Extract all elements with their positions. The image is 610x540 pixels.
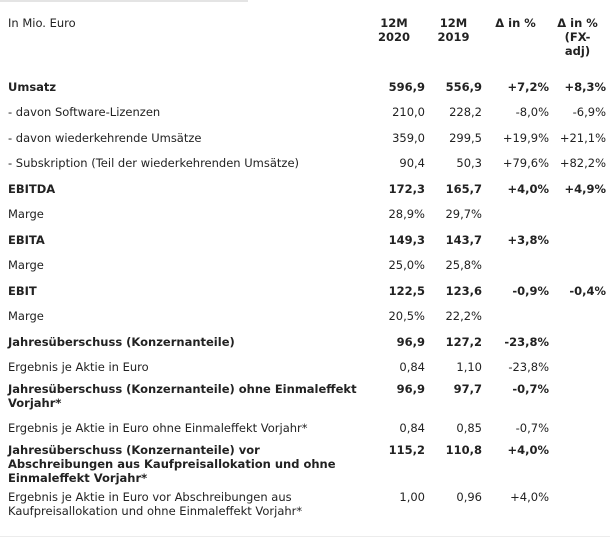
value-delta-fx <box>549 441 606 488</box>
header-delta: Δ in % <box>495 16 536 30</box>
value-delta <box>482 253 549 279</box>
value-2019: 25,8% <box>445 258 482 273</box>
table-row <box>8 355 606 381</box>
value-delta-fx: +4,9% <box>564 181 606 196</box>
value-2020: 96,9 <box>396 382 425 396</box>
row-label: Jahresüberschuss (Konzernanteile) ohne Einmaleffekt Vorjahr* <box>8 382 357 410</box>
row-label: Marge <box>8 258 44 273</box>
row-label: Marge <box>8 207 44 222</box>
value-2019: 50,3 <box>456 156 482 171</box>
value-2020: 20,5% <box>388 309 425 324</box>
value-2019: 1,10 <box>456 360 482 375</box>
value-delta <box>482 304 549 330</box>
row-label: Jahresüberschuss (Konzernanteile) <box>8 334 235 349</box>
row-label: EBITA <box>8 232 45 247</box>
value-2020: 115,2 <box>388 442 425 457</box>
value-2020: 359,0 <box>392 130 425 145</box>
value-2020: 122,5 <box>388 283 425 298</box>
table-row <box>8 488 606 523</box>
row-label: Marge <box>8 309 44 324</box>
value-delta: +19,9% <box>502 130 549 145</box>
value-delta-fx: +82,2% <box>559 156 606 171</box>
value-2020: 25,0% <box>388 258 425 273</box>
financial-table <box>8 14 606 523</box>
table-row <box>8 278 606 304</box>
table-row <box>8 304 606 330</box>
value-delta-fx <box>549 355 606 381</box>
value-2020: 596,9 <box>388 79 425 94</box>
row-label: Ergebnis je Aktie in Euro ohne Einmaleffekt Vorjahr* <box>8 420 308 435</box>
value-2019: 0,96 <box>456 489 482 504</box>
table-row <box>8 253 606 279</box>
header-12m-2019: 12M 2019 <box>437 16 470 44</box>
value-2020: 28,9% <box>388 207 425 222</box>
value-delta: +4,0% <box>510 489 549 504</box>
value-delta-fx <box>549 329 606 355</box>
header-row <box>8 14 606 74</box>
row-label: - davon wiederkehrende Umsätze <box>8 130 202 145</box>
value-2019: 228,2 <box>449 105 482 120</box>
bottom-divider <box>0 536 610 537</box>
table-row <box>8 151 606 177</box>
value-2019: 97,7 <box>453 382 482 396</box>
value-delta: +79,6% <box>502 156 549 171</box>
row-label: - Subskription (Teil der wiederkehrenden Umsätze) <box>8 156 300 171</box>
value-2019: 29,7% <box>445 207 482 222</box>
header-12m-2020: 12M 2020 <box>377 16 410 44</box>
table-row <box>8 380 606 415</box>
table-row <box>8 415 606 441</box>
value-2020: 210,0 <box>392 105 425 120</box>
value-delta-fx <box>549 380 606 415</box>
value-2019: 22,2% <box>445 309 482 324</box>
value-delta-fx <box>549 253 606 279</box>
value-delta: +4,0% <box>507 181 549 196</box>
value-delta-fx <box>549 304 606 330</box>
value-delta: +7,2% <box>507 79 549 94</box>
value-delta-fx <box>549 202 606 228</box>
value-delta-fx: -0,4% <box>569 283 606 298</box>
value-2020: 149,3 <box>388 232 425 247</box>
value-delta: -23,8% <box>508 360 549 375</box>
table-row <box>8 441 606 488</box>
value-delta: +3,8% <box>507 232 549 247</box>
value-delta: -8,0% <box>515 105 549 120</box>
value-delta: +4,0% <box>507 442 549 457</box>
value-delta-fx <box>549 227 606 253</box>
value-delta-fx: +8,3% <box>564 79 606 94</box>
table-row <box>8 125 606 151</box>
value-2019: 110,8 <box>445 442 482 457</box>
value-delta-fx <box>549 415 606 441</box>
value-delta <box>482 202 549 228</box>
value-2019: 165,7 <box>445 181 482 196</box>
value-2019: 556,9 <box>445 79 482 94</box>
value-2019: 123,6 <box>445 283 482 298</box>
value-2020: 0,84 <box>399 360 425 375</box>
value-2019: 127,2 <box>445 334 482 349</box>
value-delta-fx: +21,1% <box>559 130 606 145</box>
value-2019: 0,85 <box>456 420 482 435</box>
value-delta: -0,7% <box>515 420 549 435</box>
value-delta: -23,8% <box>504 334 549 349</box>
top-divider <box>0 0 248 2</box>
row-label: Jahresüberschuss (Konzernanteile) vor Abschreibungen aus Kaufpreisallokation und ohne Einmaleffekt Vorjahr* <box>8 442 336 485</box>
value-delta: -0,7% <box>512 382 549 396</box>
table-row <box>8 100 606 126</box>
table-row <box>8 227 606 253</box>
row-label: EBIT <box>8 283 37 298</box>
table-row <box>8 74 606 100</box>
row-label: Umsatz <box>8 79 57 94</box>
row-label: EBITDA <box>8 181 56 196</box>
value-delta: -0,9% <box>512 283 549 298</box>
value-2020: 90,4 <box>399 156 425 171</box>
table-row <box>8 329 606 355</box>
value-delta-fx: -6,9% <box>572 105 606 120</box>
value-2019: 299,5 <box>449 130 482 145</box>
table-row <box>8 176 606 202</box>
value-2020: 172,3 <box>388 181 425 196</box>
table-row <box>8 202 606 228</box>
header-delta-fx-adj: Δ in % (FX- adj) <box>557 16 598 58</box>
value-delta-fx <box>549 488 606 523</box>
value-2020: 96,9 <box>396 334 425 349</box>
row-label: - davon Software-Lizenzen <box>8 105 161 120</box>
value-2020: 0,84 <box>399 420 425 435</box>
row-label: Ergebnis je Aktie in Euro vor Abschreibungen aus Kaufpreisallokation und ohne Einmaleffekt Vorjahr* <box>8 489 303 518</box>
header-unit: In Mio. Euro <box>8 16 76 30</box>
value-2020: 1,00 <box>399 489 425 504</box>
value-2019: 143,7 <box>445 232 482 247</box>
row-label: Ergebnis je Aktie in Euro <box>8 360 149 375</box>
